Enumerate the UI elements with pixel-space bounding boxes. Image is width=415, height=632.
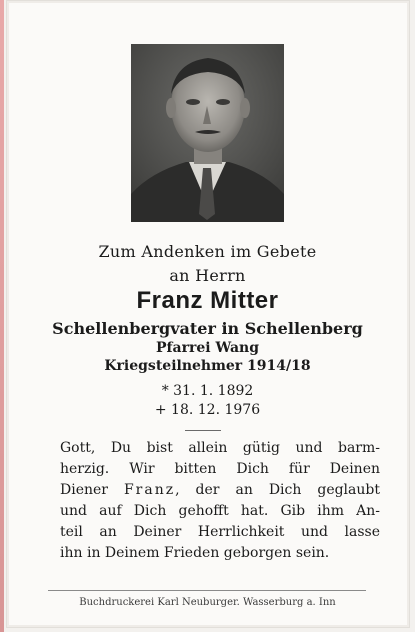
intro-line: Zum Andenken im Gebete: [98, 242, 317, 261]
prayer-line: und auf Dich gehofft hat. Gib ihm An-: [60, 503, 380, 519]
prayer-text: [60, 438, 380, 564]
divider-long: [48, 590, 366, 591]
veteran-line: Kriegsteilnehmer 1914/18: [104, 358, 311, 374]
portrait-photo: [131, 44, 284, 222]
prayer-fragment: Diener: [60, 482, 124, 498]
prayer-line: [60, 480, 380, 501]
divider-short: [185, 430, 221, 431]
portrait-image: [131, 44, 284, 222]
deceased-title: Schellenbergvater in Schellenberg: [52, 319, 363, 338]
printer-credit: Buchdruckerei Karl Neuburger. Wasserburg a. Inn: [79, 597, 336, 608]
card-edge-tint: [0, 0, 4, 632]
prayer-line: herzig. Wir bitten Dich für Deinen: [60, 461, 380, 477]
parish-line: Pfarrei Wang: [155, 340, 260, 356]
address-line: an Herrn: [169, 266, 246, 285]
prayer-line: ihn in Deinem Frieden geborgen sein.: [60, 545, 330, 561]
prayer-name: Franz: [123, 482, 176, 498]
prayer-line: teil an Deiner Herrlichkeit und lasse: [60, 524, 380, 540]
deceased-name: Franz Mitter: [136, 287, 279, 314]
death-date: + 18. 12. 1976: [154, 402, 261, 418]
prayer-line: Gott, Du bist allein gütig und barm-: [60, 440, 380, 456]
prayer-fragment: , der an Dich geglaubt: [175, 482, 380, 498]
birth-date: * 31. 1. 1892: [161, 383, 254, 399]
